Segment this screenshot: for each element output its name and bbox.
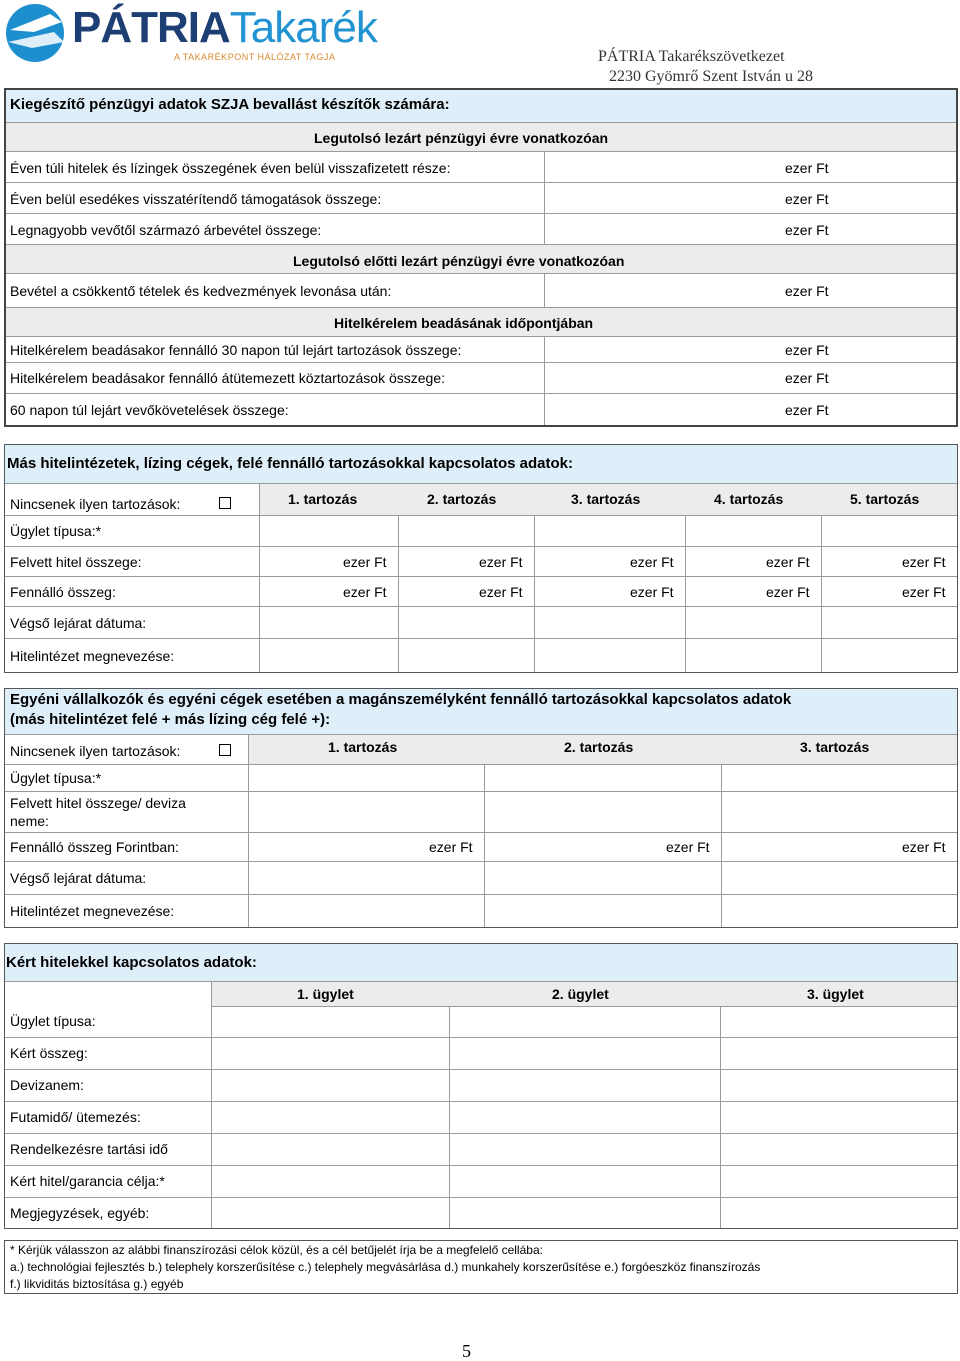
unit-label: ezer Ft bbox=[785, 222, 829, 238]
row-label: Éven belül esedékes visszatérítendő támogatások összege: bbox=[10, 191, 382, 207]
unit-label: ezer Ft bbox=[785, 283, 829, 299]
unit-label: ezer Ft bbox=[785, 191, 829, 207]
subheader-prev-year: Legutolsó előtti lezárt pénzügyi évre vonatkozóan bbox=[293, 253, 625, 269]
row-label: Bevétel a csökkentő tételek és kedvezmények levonása után: bbox=[10, 283, 392, 299]
patria-logo-icon bbox=[4, 2, 68, 66]
col-header: 3. tartozás bbox=[571, 491, 641, 507]
row-label: Ügylet típusa: bbox=[10, 1013, 96, 1029]
col-header: 4. tartozás bbox=[714, 491, 784, 507]
page-number: 5 bbox=[462, 1341, 471, 1361]
section-requested-loans-title: Kért hitelekkel kapcsolatos adatok: bbox=[6, 954, 257, 971]
col-header: 3. tartozás bbox=[800, 739, 870, 755]
row-label: Megjegyzések, egyéb: bbox=[10, 1205, 150, 1221]
unit-label: ezer Ft bbox=[766, 554, 810, 570]
row-label: Rendelkezésre tartási idő bbox=[10, 1141, 168, 1157]
row-label: Devizanem: bbox=[10, 1077, 84, 1093]
section-other-debts-title: Más hitelintézetek, lízing cégek, felé fennálló tartozásokkal kapcsolatos adatok: bbox=[7, 455, 574, 472]
logo-brand: PÁTRIA bbox=[72, 3, 230, 52]
subheader-application-time: Hitelkérelem beadásának időpontjában bbox=[334, 315, 594, 331]
col-header: 3. ügylet bbox=[807, 986, 864, 1002]
unit-label: ezer Ft bbox=[630, 584, 674, 600]
footnote-line: a.) technológiai fejlesztés b.) telephely korszerűsítése c.) telephely megvásárlása d.) munkahely korszerűsítése e.) forgóeszköz finanszírozás bbox=[10, 1260, 761, 1274]
org-address: 2230 Gyömrő Szent István u 28 bbox=[609, 68, 813, 85]
col-header: 2. tartozás bbox=[427, 491, 497, 507]
no-debts-label: Nincsenek ilyen tartozások: bbox=[10, 743, 181, 759]
row-label: Végső lejárat dátuma: bbox=[10, 615, 147, 631]
subheader-last-year: Legutolsó lezárt pénzügyi évre vonatkozóan bbox=[314, 130, 609, 146]
unit-label: ezer Ft bbox=[785, 160, 829, 176]
row-label: Hitelintézet megnevezése: bbox=[10, 648, 175, 664]
unit-label: ezer Ft bbox=[630, 554, 674, 570]
section-szja-title: Kiegészítő pénzügyi adatok SZJA bevallást készítők számára: bbox=[10, 96, 450, 113]
no-debts-label: Nincsenek ilyen tartozások: bbox=[10, 496, 181, 512]
col-header: 1. ügylet bbox=[297, 986, 354, 1002]
row-label: neme: bbox=[10, 813, 49, 829]
footnote-line: f.) likviditás biztosítása g.) egyéb bbox=[10, 1277, 184, 1291]
row-label: Kért hitel/garancia célja:* bbox=[10, 1173, 165, 1189]
footnote-line: * Kérjük válasszon az alábbi finanszírozási célok közül, és a cél betűjelét írja be a megfelelő cellába: bbox=[10, 1243, 543, 1257]
col-header: 5. tartozás bbox=[850, 491, 920, 507]
row-label: Legnagyobb vevőtől származó árbevétel összege: bbox=[10, 222, 322, 238]
row-label: Felvett hitel összege/ deviza bbox=[10, 795, 186, 811]
col-header: 1. tartozás bbox=[328, 739, 398, 755]
section-private-debts-title: Egyéni vállalkozók és egyéni cégek esetében a magánszemélyként fennálló tartozásokkal kapcsolatos adatok bbox=[10, 691, 792, 708]
unit-label: ezer Ft bbox=[479, 554, 523, 570]
row-label: Ügylet típusa:* bbox=[10, 523, 102, 539]
unit-label: ezer Ft bbox=[902, 554, 946, 570]
unit-label: ezer Ft bbox=[666, 839, 710, 855]
row-label: 60 napon túl lejárt vevőkövetelések összege: bbox=[10, 402, 289, 418]
unit-label: ezer Ft bbox=[785, 370, 829, 386]
unit-label: ezer Ft bbox=[479, 584, 523, 600]
row-label: Hitelkérelem beadásakor fennálló átütemezett köztartozások összege: bbox=[10, 370, 446, 386]
row-label: Hitelkérelem beadásakor fennálló 30 napon túl lejárt tartozások összege: bbox=[10, 342, 462, 358]
row-label: Végső lejárat dátuma: bbox=[10, 870, 147, 886]
unit-label: ezer Ft bbox=[429, 839, 473, 855]
unit-label: ezer Ft bbox=[785, 342, 829, 358]
no-debts-checkbox[interactable] bbox=[219, 497, 231, 509]
col-header: 2. tartozás bbox=[564, 739, 634, 755]
unit-label: ezer Ft bbox=[343, 554, 387, 570]
row-label: Kért összeg: bbox=[10, 1045, 88, 1061]
col-header: 1. tartozás bbox=[288, 491, 358, 507]
unit-label: ezer Ft bbox=[766, 584, 810, 600]
row-label: Ügylet típusa:* bbox=[10, 770, 102, 786]
row-label: Hitelintézet megnevezése: bbox=[10, 903, 175, 919]
unit-label: ezer Ft bbox=[785, 402, 829, 418]
unit-label: ezer Ft bbox=[902, 584, 946, 600]
org-name: PÁTRIA Takarékszövetkezet bbox=[598, 48, 785, 65]
no-debts-checkbox[interactable] bbox=[219, 744, 231, 756]
row-label: Éven túli hitelek és lízingek összegének éven belül visszafizetett része: bbox=[10, 160, 451, 176]
row-label: Fennálló összeg Forintban: bbox=[10, 839, 179, 855]
logo-brand-2: Takarék bbox=[229, 3, 377, 52]
row-label: Futamidő/ ütemezés: bbox=[10, 1109, 141, 1125]
row-label: Fennálló összeg: bbox=[10, 584, 116, 600]
col-header: 2. ügylet bbox=[552, 986, 609, 1002]
unit-label: ezer Ft bbox=[902, 839, 946, 855]
logo-tagline: A TAKARÉKPONT HÁLÓZAT TAGJA bbox=[174, 52, 336, 62]
unit-label: ezer Ft bbox=[343, 584, 387, 600]
section-private-debts-title-2: (más hitelintézet felé + más lízing cég felé +): bbox=[10, 711, 331, 728]
logo bbox=[4, 2, 377, 66]
row-label: Felvett hitel összege: bbox=[10, 554, 142, 570]
